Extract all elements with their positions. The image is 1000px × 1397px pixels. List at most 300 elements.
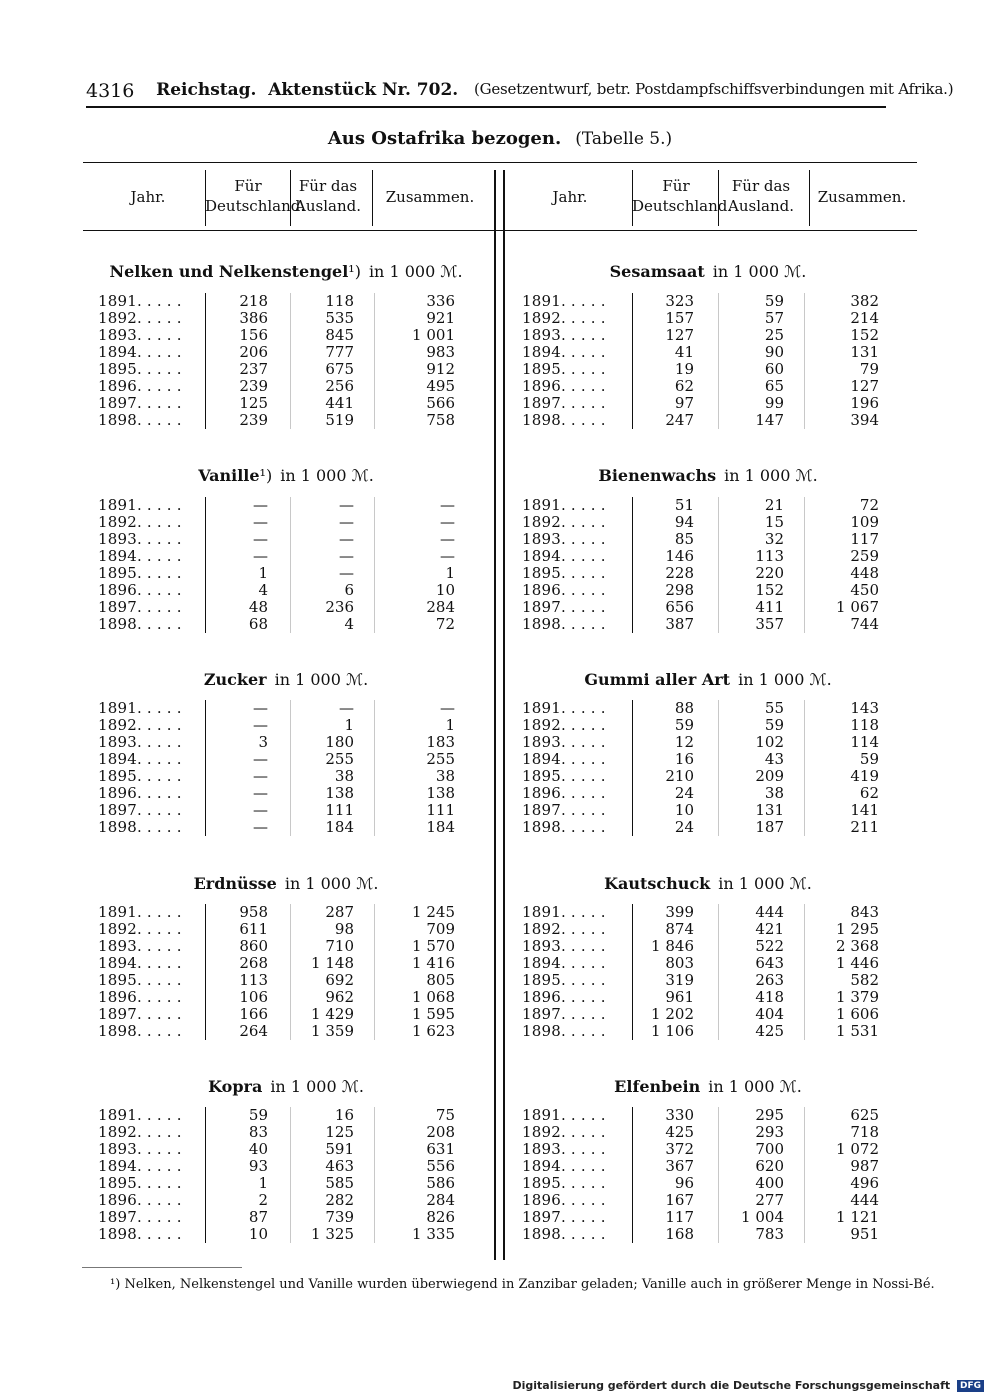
deutschland-cell: — xyxy=(253,801,268,819)
table-row xyxy=(98,412,498,429)
section-table xyxy=(522,293,922,429)
deutschland-cell: 264 xyxy=(239,1022,268,1040)
section-unit: in 1 000 ℳ. xyxy=(274,670,369,689)
total-cell: 152 xyxy=(850,326,879,344)
table-row xyxy=(522,1226,922,1243)
total-cell: 184 xyxy=(426,818,455,836)
section-unit: in 1 000 ℳ. xyxy=(270,1077,364,1096)
deutschland-cell: 51 xyxy=(674,496,694,514)
total-cell: 284 xyxy=(426,598,455,616)
section-name: Erdnüsse xyxy=(193,874,277,893)
table-row xyxy=(522,921,922,938)
column-header-de-line1: Für xyxy=(234,177,262,195)
section-table xyxy=(98,1107,498,1243)
total-cell: 419 xyxy=(850,767,879,785)
footnote-rule xyxy=(82,1267,242,1268)
ausland-cell: 209 xyxy=(755,767,784,785)
table-row xyxy=(98,802,498,819)
year-cell: 1896. . . . . xyxy=(98,581,182,599)
section-unit: in 1 000 ℳ. xyxy=(368,262,463,281)
total-cell: 843 xyxy=(850,903,879,921)
ausland-cell: 256 xyxy=(325,377,354,395)
deutschland-cell: 874 xyxy=(665,920,694,938)
table-row xyxy=(522,616,922,633)
deutschland-cell: 206 xyxy=(239,343,268,361)
ausland-cell: 293 xyxy=(755,1123,784,1141)
year-cell: 1897. . . . . xyxy=(98,598,182,616)
deutschland-cell: 40 xyxy=(248,1140,268,1158)
ausland-cell: 263 xyxy=(755,971,784,989)
ausland-cell: 255 xyxy=(325,750,354,768)
year-cell: 1892. . . . . xyxy=(98,309,182,327)
ausland-cell: 184 xyxy=(325,818,354,836)
table-row xyxy=(522,1192,922,1209)
deutschland-cell: 268 xyxy=(239,954,268,972)
year-cell: 1893. . . . . xyxy=(98,937,182,955)
section-name: Gummi aller Art xyxy=(584,670,731,689)
deutschland-cell: 247 xyxy=(665,411,694,429)
footnote-text: Nelken, Nelkenstengel und Vanille wurden überwiegend in Zanzibar geladen; Vanille auch in größerer Menge in Nossi-Bé. xyxy=(124,1277,935,1292)
section-table xyxy=(98,700,498,836)
deutschland-cell: — xyxy=(253,547,268,565)
total-cell: 336 xyxy=(426,292,455,310)
year-cell: 1898. . . . . xyxy=(98,615,182,633)
table-row xyxy=(98,1124,498,1141)
deutschland-cell: 97 xyxy=(674,394,694,412)
deutschland-cell: 323 xyxy=(665,292,694,310)
ausland-cell: 777 xyxy=(325,343,354,361)
table-row xyxy=(522,1023,922,1040)
ausland-cell: 1 xyxy=(344,716,354,734)
table-row xyxy=(98,378,498,395)
deutschland-cell: 319 xyxy=(665,971,694,989)
total-cell: 1 245 xyxy=(412,903,455,921)
ausland-cell: 125 xyxy=(325,1123,354,1141)
deutschland-cell: 59 xyxy=(674,716,694,734)
ausland-cell: 90 xyxy=(764,343,784,361)
ausland-cell: 1 429 xyxy=(311,1005,354,1023)
total-cell: 1 595 xyxy=(412,1005,455,1023)
total-cell: 987 xyxy=(850,1157,879,1175)
year-cell: 1898. . . . . xyxy=(522,615,606,633)
total-cell: 1 335 xyxy=(412,1225,455,1243)
year-cell: 1895. . . . . xyxy=(522,564,606,582)
table-row xyxy=(522,989,922,1006)
ausland-cell: 118 xyxy=(325,292,354,310)
total-cell: 127 xyxy=(850,377,879,395)
ausland-cell: 845 xyxy=(325,326,354,344)
year-cell: 1891. . . . . xyxy=(522,903,606,921)
running-head-reichstag: Reichstag. xyxy=(156,80,257,100)
total-cell: 718 xyxy=(850,1123,879,1141)
section-unit: in 1 000 ℳ. xyxy=(284,874,379,893)
year-cell: 1897. . . . . xyxy=(522,1208,606,1226)
total-cell: 114 xyxy=(850,733,879,751)
total-cell: 1 xyxy=(445,716,455,734)
ausland-cell: — xyxy=(339,530,354,548)
table-row xyxy=(522,1124,922,1141)
year-cell: 1891. . . . . xyxy=(98,699,182,717)
table-row xyxy=(522,819,922,836)
ausland-cell: — xyxy=(339,564,354,582)
total-cell: 117 xyxy=(850,530,879,548)
section-name: Bienenwachs xyxy=(598,466,717,485)
table-row xyxy=(98,344,498,361)
ausland-cell: 102 xyxy=(755,733,784,751)
table-row xyxy=(522,768,922,785)
total-cell: 211 xyxy=(850,818,879,836)
total-cell: 141 xyxy=(850,801,879,819)
year-cell: 1892. . . . . xyxy=(522,309,606,327)
ausland-cell: 585 xyxy=(325,1174,354,1192)
table-row xyxy=(98,361,498,378)
table-row xyxy=(98,1226,498,1243)
deutschland-cell: 330 xyxy=(665,1106,694,1124)
year-cell: 1892. . . . . xyxy=(522,513,606,531)
total-cell: 382 xyxy=(850,292,879,310)
column-header-ausland-left xyxy=(290,176,366,216)
section-title xyxy=(508,874,908,893)
column-header-de-left xyxy=(205,176,306,216)
deutschland-cell: 4 xyxy=(258,581,268,599)
deutschland-cell: 83 xyxy=(248,1123,268,1141)
deutschland-cell: 860 xyxy=(239,937,268,955)
table-row xyxy=(98,955,498,972)
deutschland-cell: 96 xyxy=(674,1174,694,1192)
table-row xyxy=(522,904,922,921)
section-unit: in 1 000 ℳ. xyxy=(718,874,812,893)
total-cell: 255 xyxy=(426,750,455,768)
ausland-cell: 282 xyxy=(325,1191,354,1209)
table-row xyxy=(98,1006,498,1023)
year-cell: 1897. . . . . xyxy=(98,1005,182,1023)
ausland-cell: 65 xyxy=(764,377,784,395)
deutschland-cell: 167 xyxy=(665,1191,694,1209)
deutschland-cell: 16 xyxy=(674,750,694,768)
total-cell: 62 xyxy=(859,784,879,802)
year-cell: 1894. . . . . xyxy=(522,750,606,768)
ausland-cell: 411 xyxy=(755,598,784,616)
table-row xyxy=(98,751,498,768)
deutschland-cell: 88 xyxy=(674,699,694,717)
section-unit: in 1 000 ℳ. xyxy=(280,466,374,485)
ausland-cell: — xyxy=(339,496,354,514)
table-title xyxy=(0,128,1000,149)
section-unit: in 1 000 ℳ. xyxy=(712,262,807,281)
year-cell: 1893. . . . . xyxy=(98,733,182,751)
deutschland-cell: 961 xyxy=(665,988,694,1006)
ausland-cell: 38 xyxy=(764,784,784,802)
year-cell: 1896. . . . . xyxy=(522,1191,606,1209)
total-cell: 1 446 xyxy=(836,954,879,972)
year-cell: 1893. . . . . xyxy=(522,326,606,344)
year-cell: 1893. . . . . xyxy=(522,937,606,955)
total-cell: 79 xyxy=(859,360,879,378)
ausland-cell: 60 xyxy=(764,360,784,378)
table-row xyxy=(522,1141,922,1158)
ausland-cell: 400 xyxy=(755,1174,784,1192)
section-table xyxy=(522,700,922,836)
ausland-cell: 38 xyxy=(334,767,354,785)
table-row xyxy=(522,717,922,734)
ausland-cell: 710 xyxy=(325,937,354,955)
ausland-cell: — xyxy=(339,547,354,565)
year-cell: 1894. . . . . xyxy=(98,1157,182,1175)
footnote-marker: ¹) xyxy=(110,1277,121,1292)
total-cell: 208 xyxy=(426,1123,455,1141)
year-cell: 1895. . . . . xyxy=(98,1174,182,1192)
digitization-credit-text: Digitalisierung gefördert durch die Deutsche Forschungsgemeinschaft xyxy=(512,1379,951,1392)
table-row xyxy=(98,938,498,955)
section-title xyxy=(86,262,486,281)
year-cell: 1895. . . . . xyxy=(98,360,182,378)
ausland-cell: 739 xyxy=(325,1208,354,1226)
total-cell: 450 xyxy=(850,581,879,599)
ausland-cell: 444 xyxy=(755,903,784,921)
table-row xyxy=(522,734,922,751)
total-cell: 625 xyxy=(850,1106,879,1124)
year-cell: 1894. . . . . xyxy=(98,750,182,768)
deutschland-cell: 1 xyxy=(258,1174,268,1192)
table-row xyxy=(522,344,922,361)
section-name: Kopra xyxy=(208,1077,263,1096)
section-title xyxy=(508,670,908,689)
ausland-cell: 15 xyxy=(764,513,784,531)
year-cell: 1898. . . . . xyxy=(522,1225,606,1243)
total-cell: 1 531 xyxy=(836,1022,879,1040)
section-title xyxy=(86,874,486,893)
year-cell: 1894. . . . . xyxy=(98,343,182,361)
ausland-cell: 99 xyxy=(764,394,784,412)
deutschland-cell: 372 xyxy=(665,1140,694,1158)
year-cell: 1892. . . . . xyxy=(522,1123,606,1141)
deutschland-cell: 12 xyxy=(674,733,694,751)
ausland-cell: 287 xyxy=(325,903,354,921)
deutschland-cell: — xyxy=(253,513,268,531)
total-cell: 394 xyxy=(850,411,879,429)
section-title xyxy=(508,1077,908,1096)
table-row xyxy=(98,972,498,989)
section-table xyxy=(522,1107,922,1243)
table-row xyxy=(522,548,922,565)
ausland-cell: 187 xyxy=(755,818,784,836)
deutschland-cell: 168 xyxy=(665,1225,694,1243)
deutschland-cell: 94 xyxy=(674,513,694,531)
ausland-cell: 6 xyxy=(344,581,354,599)
deutschland-cell: 387 xyxy=(665,615,694,633)
table-row xyxy=(522,751,922,768)
total-cell: 983 xyxy=(426,343,455,361)
table-row xyxy=(98,310,498,327)
deutschland-cell: — xyxy=(253,818,268,836)
ausland-cell: 111 xyxy=(325,801,354,819)
section-table xyxy=(98,293,498,429)
year-cell: 1892. . . . . xyxy=(522,716,606,734)
table-row xyxy=(98,1023,498,1040)
table-row xyxy=(98,548,498,565)
ausland-cell: 131 xyxy=(755,801,784,819)
ausland-cell: 522 xyxy=(755,937,784,955)
ausland-cell: 25 xyxy=(764,326,784,344)
deutschland-cell: 10 xyxy=(248,1225,268,1243)
table-row xyxy=(522,955,922,972)
ausland-cell: 32 xyxy=(764,530,784,548)
deutschland-cell: 803 xyxy=(665,954,694,972)
deutschland-cell: 1 106 xyxy=(651,1022,694,1040)
section-footnote-marker: ¹) xyxy=(348,262,361,281)
ausland-cell: 59 xyxy=(764,716,784,734)
table-row xyxy=(522,531,922,548)
year-cell: 1891. . . . . xyxy=(98,496,182,514)
total-cell: 1 379 xyxy=(836,988,879,1006)
total-cell: 951 xyxy=(850,1225,879,1243)
total-cell: — xyxy=(440,513,455,531)
deutschland-cell: 425 xyxy=(665,1123,694,1141)
total-cell: 1 xyxy=(445,564,455,582)
total-cell: 1 623 xyxy=(412,1022,455,1040)
section-unit: in 1 000 ℳ. xyxy=(724,466,818,485)
column-header-de-line1: Für xyxy=(662,177,690,195)
deutschland-cell: 218 xyxy=(239,292,268,310)
year-cell: 1896. . . . . xyxy=(98,1191,182,1209)
year-cell: 1898. . . . . xyxy=(522,1022,606,1040)
year-cell: 1897. . . . . xyxy=(522,394,606,412)
deutschland-cell: — xyxy=(253,530,268,548)
ausland-cell: 59 xyxy=(764,292,784,310)
year-cell: 1898. . . . . xyxy=(98,1225,182,1243)
deutschland-cell: 62 xyxy=(674,377,694,395)
deutschland-cell: — xyxy=(253,496,268,514)
total-cell: 826 xyxy=(426,1208,455,1226)
ausland-cell: 962 xyxy=(325,988,354,1006)
deutschland-cell: 19 xyxy=(674,360,694,378)
deutschland-cell: — xyxy=(253,699,268,717)
section-table xyxy=(522,904,922,1040)
year-cell: 1894. . . . . xyxy=(98,547,182,565)
ausland-cell: 16 xyxy=(334,1106,354,1124)
table-row xyxy=(98,582,498,599)
header-separator xyxy=(809,170,810,226)
deutschland-cell: 3 xyxy=(258,733,268,751)
total-cell: 59 xyxy=(859,750,879,768)
total-cell: 709 xyxy=(426,920,455,938)
section-title xyxy=(86,670,486,689)
table-row xyxy=(522,310,922,327)
year-cell: 1891. . . . . xyxy=(98,903,182,921)
section-name: Elfenbein xyxy=(614,1077,701,1096)
year-cell: 1895. . . . . xyxy=(98,564,182,582)
column-header-ausland-line2: Ausland. xyxy=(728,197,794,215)
total-cell: 444 xyxy=(850,1191,879,1209)
total-cell: 1 001 xyxy=(412,326,455,344)
total-cell: 448 xyxy=(850,564,879,582)
year-cell: 1897. . . . . xyxy=(98,1208,182,1226)
table-row xyxy=(522,1209,922,1226)
total-cell: 138 xyxy=(426,784,455,802)
year-cell: 1895. . . . . xyxy=(522,767,606,785)
section-table xyxy=(522,497,922,633)
year-cell: 1894. . . . . xyxy=(522,343,606,361)
table-row xyxy=(98,819,498,836)
deutschland-cell: — xyxy=(253,767,268,785)
deutschland-cell: 106 xyxy=(239,988,268,1006)
table-row xyxy=(522,1158,922,1175)
deutschland-cell: 239 xyxy=(239,377,268,395)
table-row xyxy=(98,734,498,751)
table-row xyxy=(98,717,498,734)
total-cell: 495 xyxy=(426,377,455,395)
ausland-cell: 277 xyxy=(755,1191,784,1209)
total-cell: 118 xyxy=(850,716,879,734)
ausland-cell: 620 xyxy=(755,1157,784,1175)
year-cell: 1896. . . . . xyxy=(98,784,182,802)
year-cell: 1891. . . . . xyxy=(522,1106,606,1124)
table-row xyxy=(522,565,922,582)
section-name: Zucker xyxy=(203,670,267,689)
column-header-de-line2: Deutschland. xyxy=(632,197,733,215)
table-row xyxy=(522,1107,922,1124)
deutschland-cell: 85 xyxy=(674,530,694,548)
year-cell: 1896. . . . . xyxy=(522,377,606,395)
year-cell: 1898. . . . . xyxy=(98,818,182,836)
deutschland-cell: 127 xyxy=(665,326,694,344)
ausland-cell: 220 xyxy=(755,564,784,582)
column-header-year-left: Jahr. xyxy=(130,188,166,206)
year-cell: 1892. . . . . xyxy=(98,920,182,938)
total-cell: 582 xyxy=(850,971,879,989)
year-cell: 1895. . . . . xyxy=(522,360,606,378)
section-unit: in 1 000 ℳ. xyxy=(708,1077,802,1096)
footnote xyxy=(110,1277,935,1292)
ausland-cell: 591 xyxy=(325,1140,354,1158)
year-cell: 1892. . . . . xyxy=(98,513,182,531)
deutschland-cell: 24 xyxy=(674,818,694,836)
table-row xyxy=(522,395,922,412)
year-cell: 1896. . . . . xyxy=(522,784,606,802)
year-cell: 1893. . . . . xyxy=(98,530,182,548)
deutschland-cell: 156 xyxy=(239,326,268,344)
ausland-cell: 441 xyxy=(325,394,354,412)
section-title xyxy=(508,262,908,281)
table-row xyxy=(522,938,922,955)
ausland-cell: 692 xyxy=(325,971,354,989)
total-cell: 566 xyxy=(426,394,455,412)
table-row xyxy=(522,1006,922,1023)
total-cell: 496 xyxy=(850,1174,879,1192)
total-cell: 1 606 xyxy=(836,1005,879,1023)
total-cell: 1 295 xyxy=(836,920,879,938)
section-table xyxy=(98,497,498,633)
deutschland-cell: 228 xyxy=(665,564,694,582)
table-row xyxy=(522,700,922,717)
total-cell: 1 068 xyxy=(412,988,455,1006)
table-row xyxy=(98,700,498,717)
header-separator xyxy=(372,170,373,226)
ausland-cell: 1 148 xyxy=(311,954,354,972)
total-cell: 921 xyxy=(426,309,455,327)
table-row xyxy=(98,531,498,548)
ausland-cell: 98 xyxy=(334,920,354,938)
table-row xyxy=(522,599,922,616)
deutschland-cell: 239 xyxy=(239,411,268,429)
ausland-cell: 357 xyxy=(755,615,784,633)
table-row xyxy=(522,412,922,429)
section-name: Sesamsaat xyxy=(609,262,705,281)
total-cell: 214 xyxy=(850,309,879,327)
table-row xyxy=(98,1175,498,1192)
table-top-rule xyxy=(83,162,917,163)
ausland-cell: 21 xyxy=(764,496,784,514)
